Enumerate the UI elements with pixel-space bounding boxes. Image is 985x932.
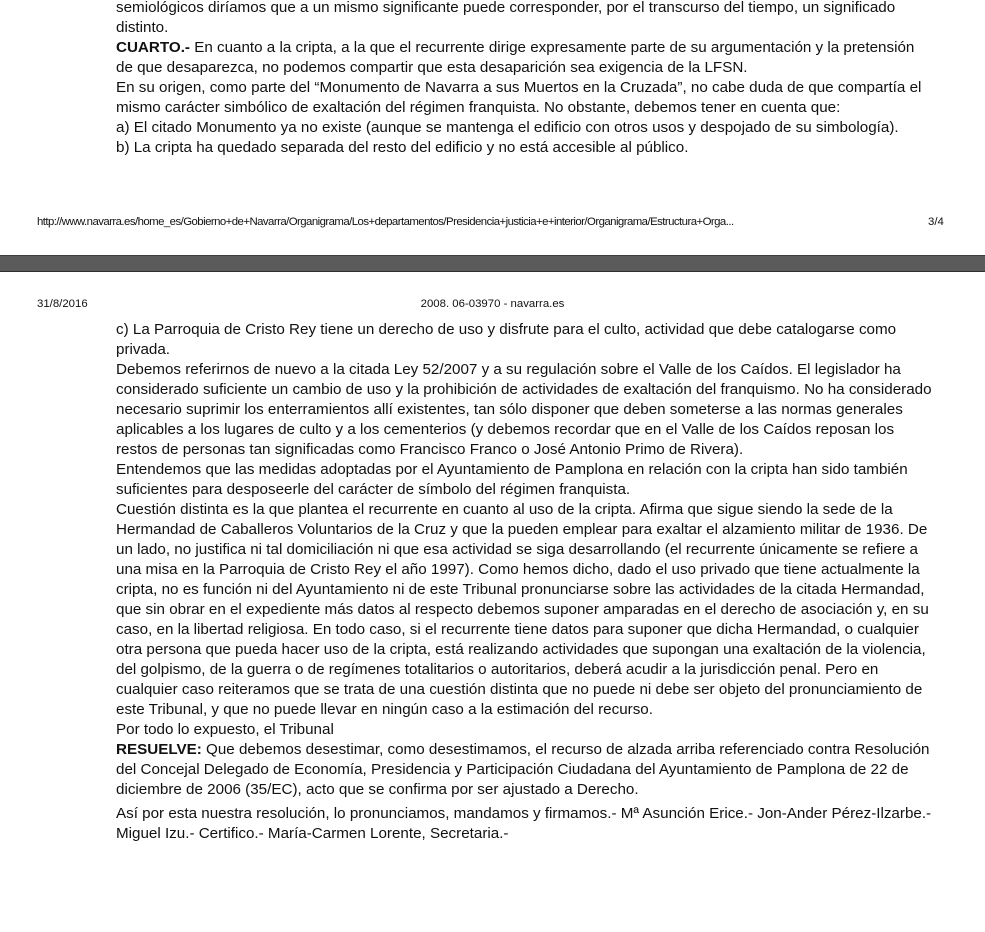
paragraph-item-a: a) El citado Monumento ya no existe (aunque se mantenga el edificio con otros usos y despojado de su simbología). bbox=[116, 119, 899, 136]
paragraph: semiológicos diríamos que a un mismo significante puede corresponder, por el transcurso del tiempo, un significado distinto. bbox=[116, 0, 896, 36]
paragraph: Cuestión distinta es la que plantea el recurrente en cuanto al uso de la cripta. Afirma que sigue siendo la sede de la Hermandad de Caballeros Voluntarios de la Cruz y que la pueden emplear para exaltar el alzamiento militar de 1936. De un lado, no justifica ni tal domiciliación ni que esa actividad se siga desarrollando (el recurrente únicamente se refiere a una misa en la Parroquia de Cristo Rey el año 1997). Como hemos dicho, dado el uso privado que tiene actualmente la cripta, no es función ni del Ayuntamiento ni de este Tribunal pronunciarse sobre las actividades de la citada Hermandad, que sin obrar en el expediente más datos al respecto debemos suponer amparadas en el derecho de asociación y, en su caso, en la libertad religiosa. En todo caso, si el recurrente tiene datos para suponer que dicha Hermandad, o cualquier otra persona que pueda hacer uso de la cripta, está realizando actividades que supongan una exaltación de la violencia, del golpismo, de la guerra o de regímenes totalitarios o autoritarios, deberá acudir a la jurisdicción penal. Pero en cualquier caso reiteramos que se trata de una cuestión distinta que no puede ni debe ser objeto del pronunciamiento de este Tribunal, y que no puede llevar en ningún caso a la estimación del recurso. bbox=[116, 501, 929, 718]
page-top-body bbox=[116, 0, 932, 158]
signature-paragraph: Así por esta nuestra resolución, lo pronunciamos, mandamos y firmamos.- Mª Asunción Erice.- Jon-Ander Pérez-Ilzarbe.- Miguel Izu.- Certifico.- María-Carmen Lorente, Secretaria.- bbox=[116, 805, 932, 842]
page-body bbox=[116, 320, 932, 844]
paragraph: Debemos referirnos de nuevo a la citada Ley 52/2007 y a su regulación sobre el Valle de los Caídos. El legislador ha considerado suficiente un cambio de uso y la prohibición de actividades de exaltación del franquismo. No ha considerado necesario suprimir los enterramientos allí existentes, tan sólo disponer que deben someterse a las normas generales aplicables a los lugares de culto y a los cementerios (y debemos recordar que en el Valle de los Caídos reposan los restos de personas tan significadas como Francisco Franco o José Antonio Primo de Rivera). bbox=[116, 361, 932, 458]
header-date: 31/8/2016 bbox=[37, 298, 88, 310]
paragraph-text: Que debemos desestimar, como desestimamos, el recurso de alzada arriba referenciado contra Resolución del Concejal Delegado de Economía, Presidencia y Participación Ciudadana del Ayuntamiento de Pamplona de 22 de diciembre de 2006 (35/EC), acto que se confirma por ser ajustado a Derecho. bbox=[116, 741, 930, 798]
footer-page-number: 3/4 bbox=[928, 216, 944, 228]
paragraph: Entendemos que las medidas adoptadas por el Ayuntamiento de Pamplona en relación con la cripta han sido también suficientes para desposeerle del carácter de símbolo del régimen franquista. bbox=[116, 461, 908, 498]
section-heading-resuelve: RESUELVE: bbox=[116, 741, 202, 758]
header-title: 2008. 06-03970 - navarra.es bbox=[420, 298, 565, 310]
previous-page bbox=[0, 0, 985, 255]
paragraph: Por todo lo expuesto, el Tribunal bbox=[116, 721, 334, 738]
paragraph-resuelve bbox=[116, 740, 932, 800]
paragraph-item-c: c) La Parroquia de Cristo Rey tiene un derecho de uso y disfrute para el culto, actividad que debe catalogarse como privada. bbox=[116, 321, 897, 358]
paragraph: En su origen, como parte del “Monumento de Navarra a sus Muertos en la Cruzada”, no cabe duda de que compartía el mismo carácter simbólico de exaltación del régimen franquista. No obstante, debemos tener en cuenta que: bbox=[116, 79, 922, 116]
paragraph-text: En cuanto a la cripta, a la que el recurrente dirige expresamente parte de su argumentación y la pretensión de que desaparezca, no podemos compartir que esta desaparición sea exigencia de la LFSN. bbox=[116, 39, 915, 76]
paragraph-item-b: b) La cripta ha quedado separada del resto del edificio y no está accesible al público. bbox=[116, 139, 689, 156]
page-separator bbox=[0, 255, 985, 272]
footer-url: http://www.navarra.es/home_es/Gobierno+de+Navarra/Organigrama/Los+departamentos/Presidencia+justicia+e+interior/Organigrama/Estructura+Orga... bbox=[37, 216, 734, 228]
section-heading-cuarto: CUARTO.- bbox=[116, 39, 190, 56]
paragraph-cuarto bbox=[116, 38, 932, 78]
